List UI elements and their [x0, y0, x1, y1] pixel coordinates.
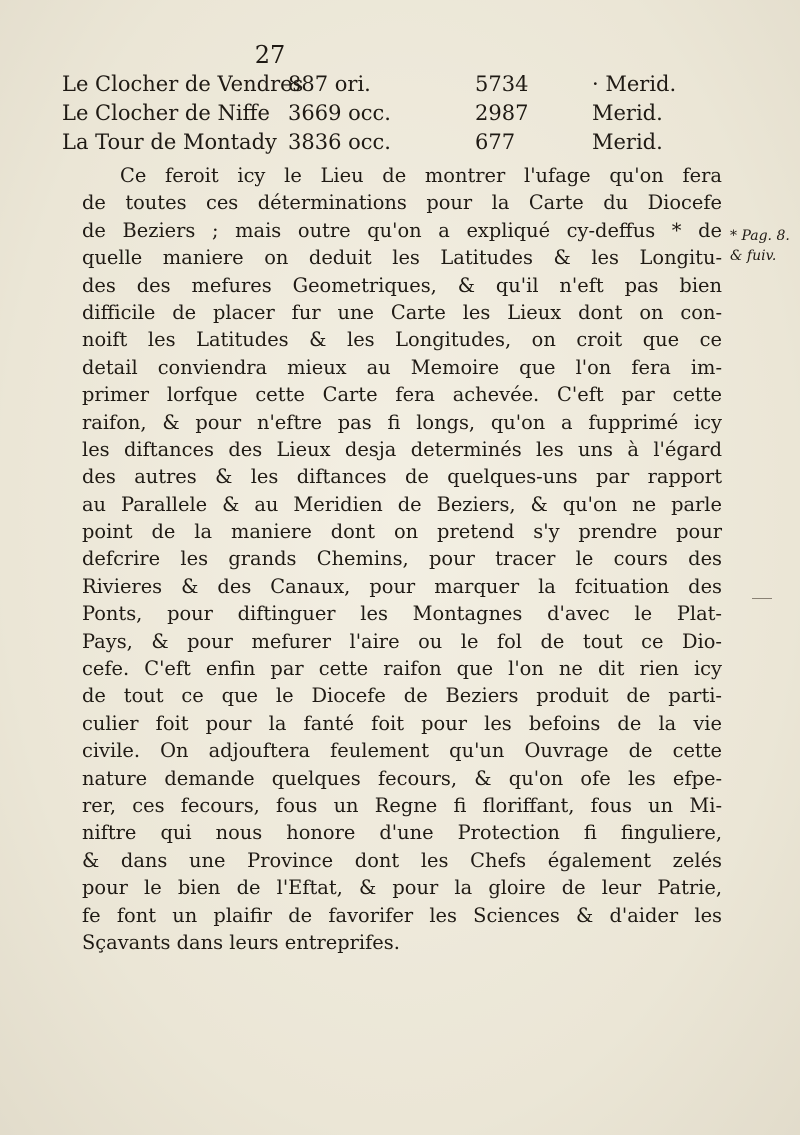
table-row	[62, 70, 762, 99]
place-name: La Tour de Montady	[62, 130, 277, 154]
longitude-value: 2987	[475, 101, 529, 125]
place-name: Le Clocher de Vendres	[62, 72, 304, 96]
text-line: nature demande quelques fecours, & qu'on ofe les efpe-	[82, 766, 722, 790]
text-line: des des mefures Geometriques, & qu'il n'eft pas bien	[82, 273, 722, 297]
text-line: point de la maniere dont on pretend s'y prendre pour	[82, 520, 722, 544]
text-line: pour le bien de l'Eftat, & pour la gloire de leur Patrie,	[82, 876, 722, 900]
text-line: de tout ce que le Diocefe de Beziers produit de parti-	[82, 684, 722, 708]
table-row	[62, 128, 762, 157]
margin-mark	[752, 598, 772, 599]
meridian-label: Merid.	[592, 101, 663, 125]
text-line: Pays, & pour mefurer l'aire ou le fol de tout ce Dio-	[82, 629, 722, 653]
place-name: Le Clocher de Niffe	[62, 101, 270, 125]
text-line: raifon, & pour n'eftre pas fi longs, qu'on a fupprimé icy	[82, 410, 722, 434]
meridian-label: Merid.	[592, 130, 663, 154]
text-line: primer lorfque cette Carte fera achevée. C'eft par cette	[82, 383, 722, 407]
text-line: rer, ces fecours, fous un Regne fi floriffant, fous un Mi-	[82, 793, 722, 817]
text-line: defcrire les grands Chemins, pour tracer le cours des	[82, 547, 722, 571]
text-line: de toutes ces déterminations pour la Carte du Diocefe	[82, 191, 722, 215]
text-line: noift les Latitudes & les Longitudes, on croit que ce	[82, 328, 722, 352]
text-line: niftre qui nous honore d'une Protection fi finguliere,	[82, 821, 722, 845]
latitude-value: 3836 occ.	[288, 130, 391, 154]
body-paragraph	[82, 162, 722, 956]
page-number: 27	[254, 41, 286, 69]
text-line: Sçavants dans leurs entreprifes.	[82, 930, 400, 954]
text-line: au Parallele & au Meridien de Beziers, & qu'on ne parle	[82, 492, 722, 516]
text-line: difficile de placer fur une Carte les Lieux dont on con-	[82, 300, 722, 324]
text-line: detail conviendra mieux au Memoire que l'on fera im-	[82, 355, 722, 379]
text-line: les diftances des Lieux desja determinés les uns à l'égard	[82, 437, 722, 461]
table-row	[62, 99, 762, 128]
latitude-value: 3669 occ.	[288, 101, 391, 125]
text-line: de Beziers ; mais outre qu'on a expliqué cy-deffus * de	[82, 218, 722, 242]
margin-note-continuation: & fuiv.	[730, 248, 777, 264]
latitude-value: 887 ori.	[288, 72, 371, 96]
text-line: des autres & les diftances de quelques-uns par rapport	[82, 465, 722, 489]
text-line: culier foit pour la fanté foit pour les befoins de la vie	[82, 711, 722, 735]
longitude-value: 5734	[475, 72, 529, 96]
meridian-label: · Merid.	[592, 72, 677, 96]
text-line: cefe. C'eft enfin par cette raifon que l'on ne dit rien icy	[82, 657, 722, 681]
text-line: civile. On adjouftera feulement qu'un Ouvrage de cette	[82, 739, 722, 763]
text-line: Ponts, pour diftinguer les Montagnes d'avec le Plat-	[82, 602, 722, 626]
text-line: Ce feroit icy le Lieu de montrer l'ufage qu'on fera	[120, 164, 722, 187]
margin-note-reference: * Pag. 8.	[730, 228, 790, 244]
text-line: Rivieres & des Canaux, pour marquer la fcituation des	[82, 574, 722, 598]
longitude-value: 677	[475, 130, 516, 154]
text-line: fe font un plaifir de favorifer les Sciences & d'aider les	[82, 903, 722, 927]
text-line: & dans une Province dont les Chefs également zelés	[82, 848, 722, 872]
text-line: quelle maniere on deduit les Latitudes & les Longitu-	[82, 246, 722, 270]
coordinates-table	[62, 70, 762, 157]
